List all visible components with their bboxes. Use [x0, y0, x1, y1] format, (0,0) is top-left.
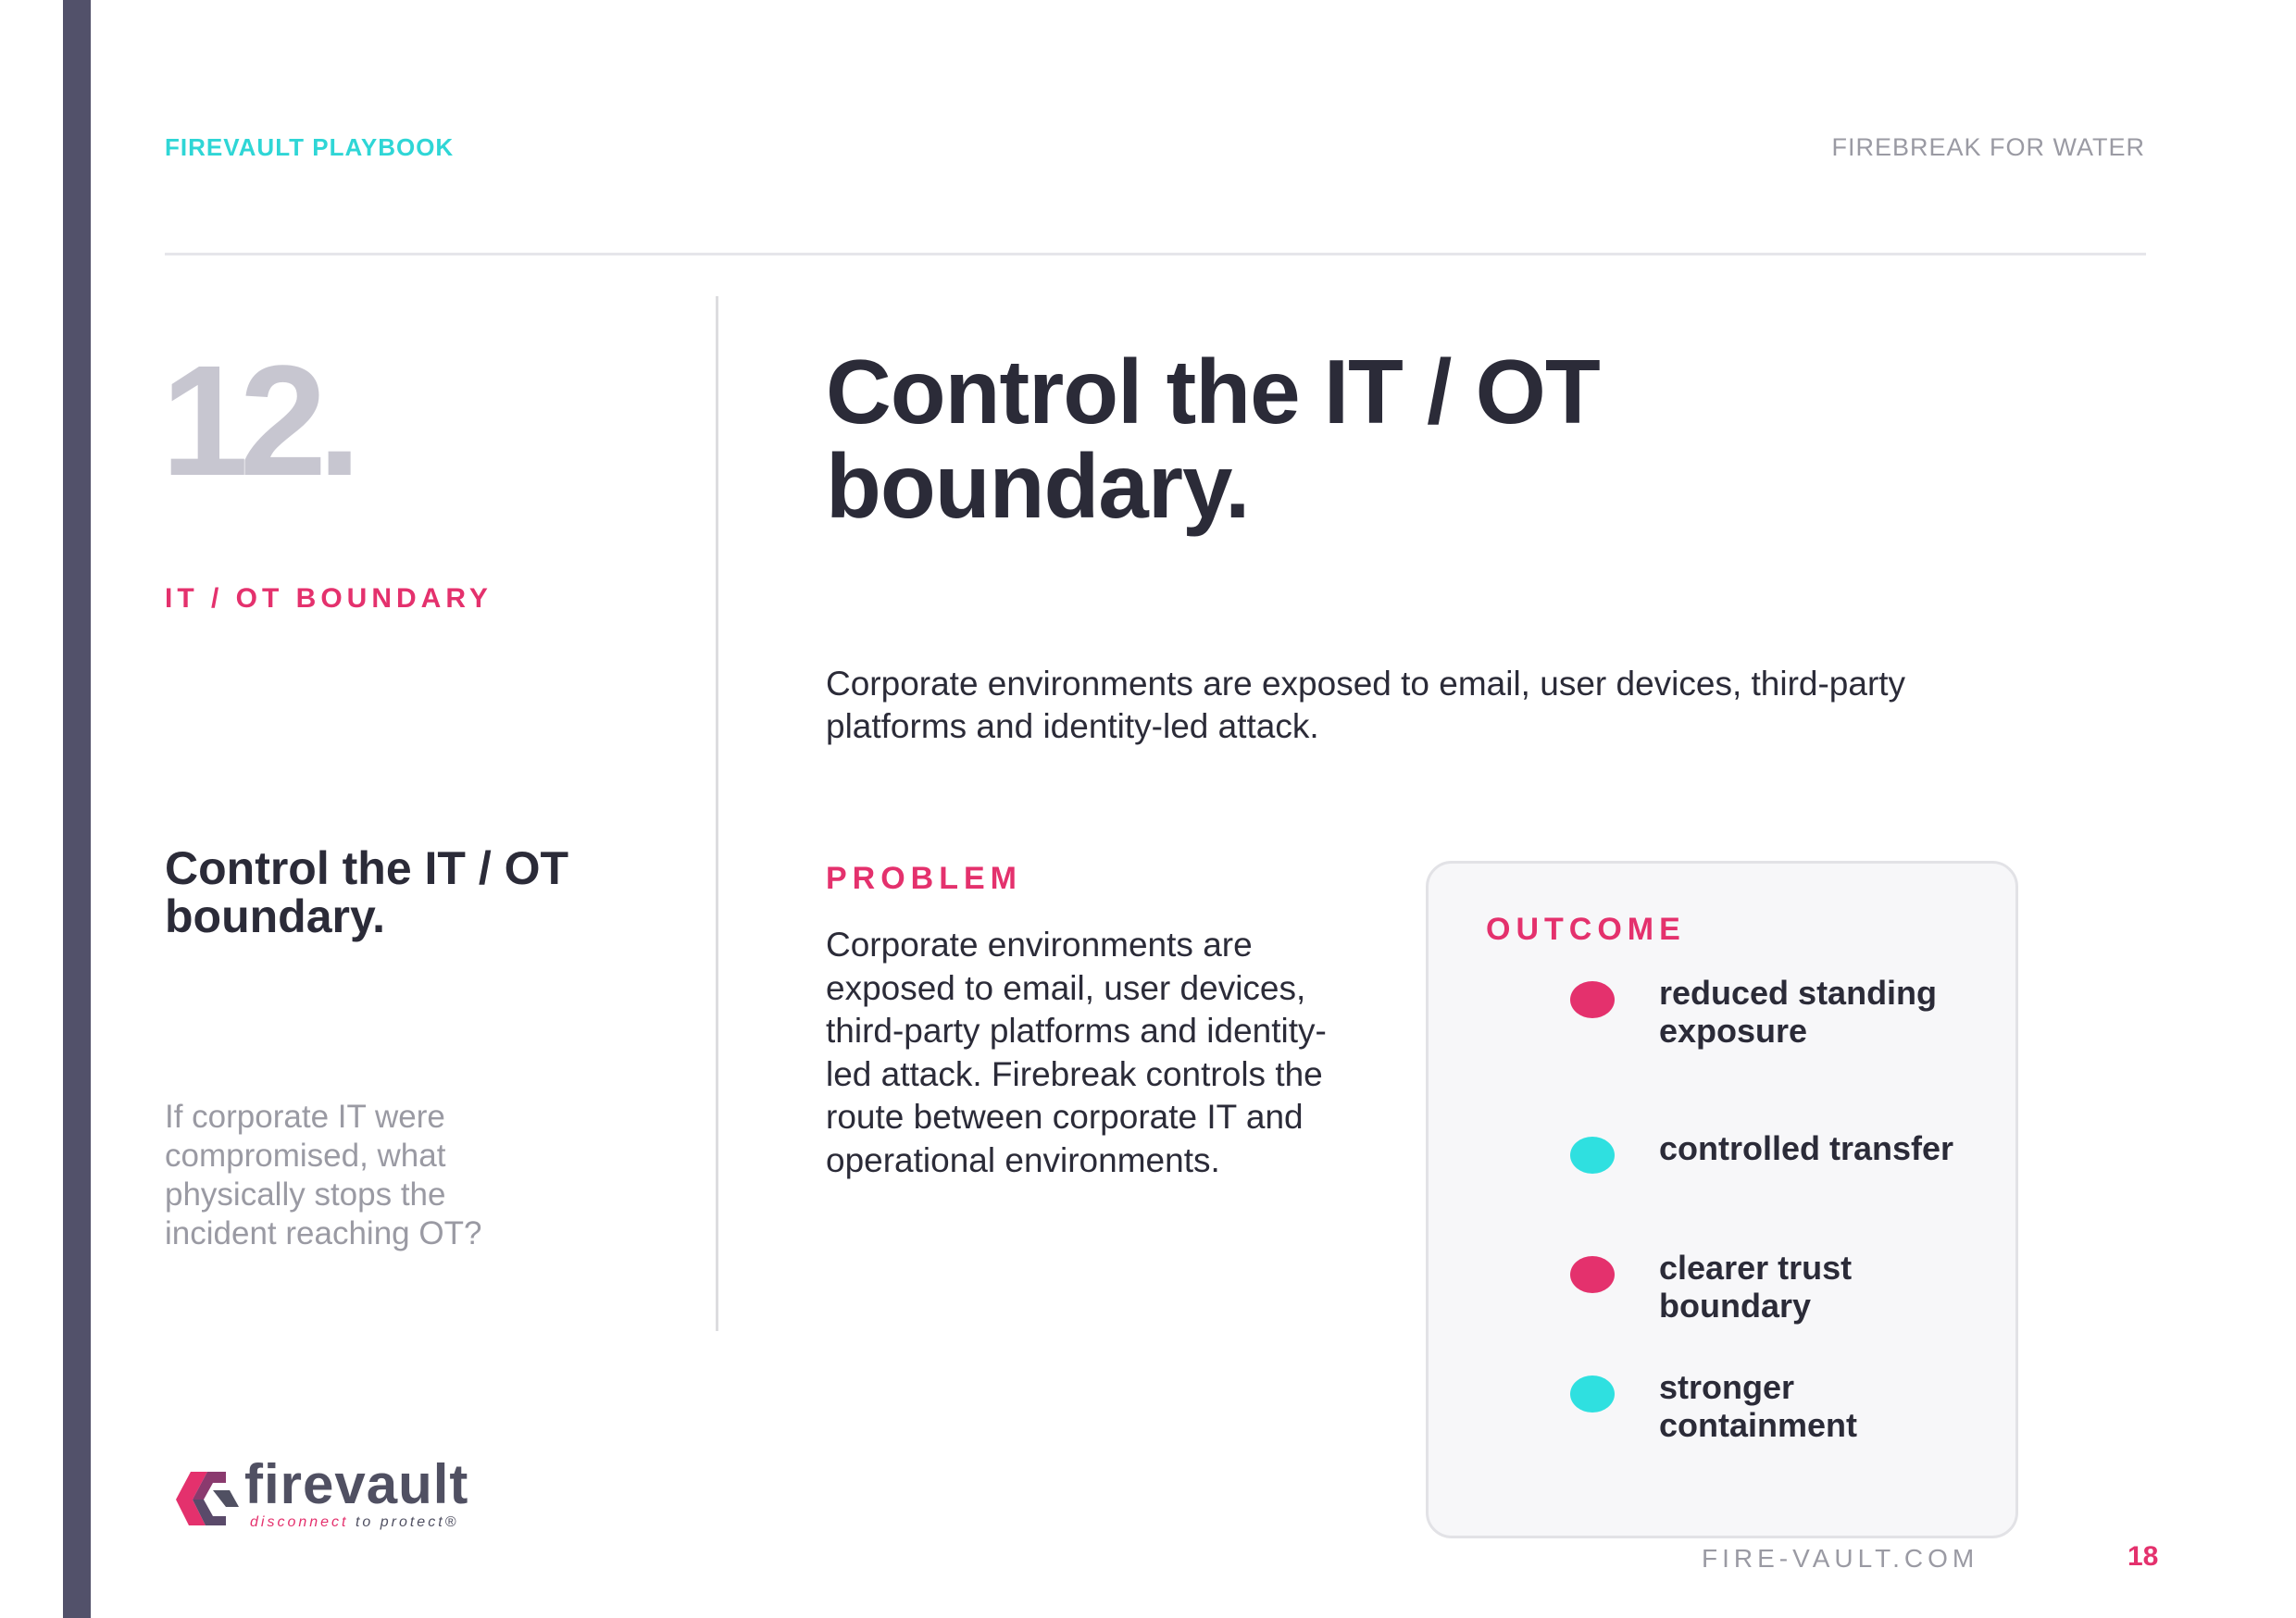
header-section-title: FIREBREAK FOR WATER	[1831, 133, 2145, 161]
bullet-dot-icon	[1570, 1256, 1615, 1293]
outcome-item-text: controlled transfer	[1659, 1129, 1954, 1167]
logo-wordmark: firevault	[244, 1453, 469, 1515]
problem-label: PROBLEM	[826, 861, 1022, 896]
outcome-item-text: reduced standing exposure	[1659, 974, 1938, 1050]
column-divider	[716, 296, 718, 1331]
header-divider	[165, 253, 2146, 255]
firevault-logo-mark-icon	[168, 1462, 243, 1535]
section-label: IT / OT BOUNDARY	[165, 583, 493, 614]
header-playbook-title: FIREVAULT PLAYBOOK	[165, 133, 455, 161]
bullet-dot-icon	[1570, 1137, 1615, 1174]
section-number: 12.	[161, 333, 353, 509]
page-title: Control the IT / OT boundary.	[826, 341, 1600, 537]
logo-tagline-accent: disconnect	[250, 1514, 349, 1530]
outcome-card	[1426, 861, 2018, 1538]
left-edge-bar	[63, 0, 91, 1618]
bullet-dot-icon	[1570, 981, 1615, 1018]
outcome-item-text: clearer trust boundary	[1659, 1249, 1853, 1325]
outcome-item-text: stronger containment	[1659, 1368, 1858, 1444]
outcome-label: OUTCOME	[1486, 912, 1686, 947]
bullet-dot-icon	[1570, 1375, 1615, 1413]
intro-paragraph: Corporate environments are exposed to email, user devices, third-party platforms and identity-led attack.	[826, 665, 1906, 745]
sidebar-question: If corporate IT were compromised, what physically stops the incident reaching OT?	[165, 1099, 482, 1251]
footer-url: FIRE-VAULT.COM	[1702, 1544, 1979, 1573]
logo-tagline-rest: to protect®	[348, 1514, 459, 1530]
firevault-logo	[168, 1455, 483, 1538]
sidebar-title: Control the IT / OT boundary.	[165, 842, 569, 942]
problem-body: Corporate environments are exposed to email, user devices, third-party platforms and identity-led attack. Firebreak controls the route between corporate IT and operational environments.	[826, 926, 1327, 1179]
logo-tagline	[250, 1514, 458, 1531]
page-number: 18	[2128, 1541, 2159, 1572]
